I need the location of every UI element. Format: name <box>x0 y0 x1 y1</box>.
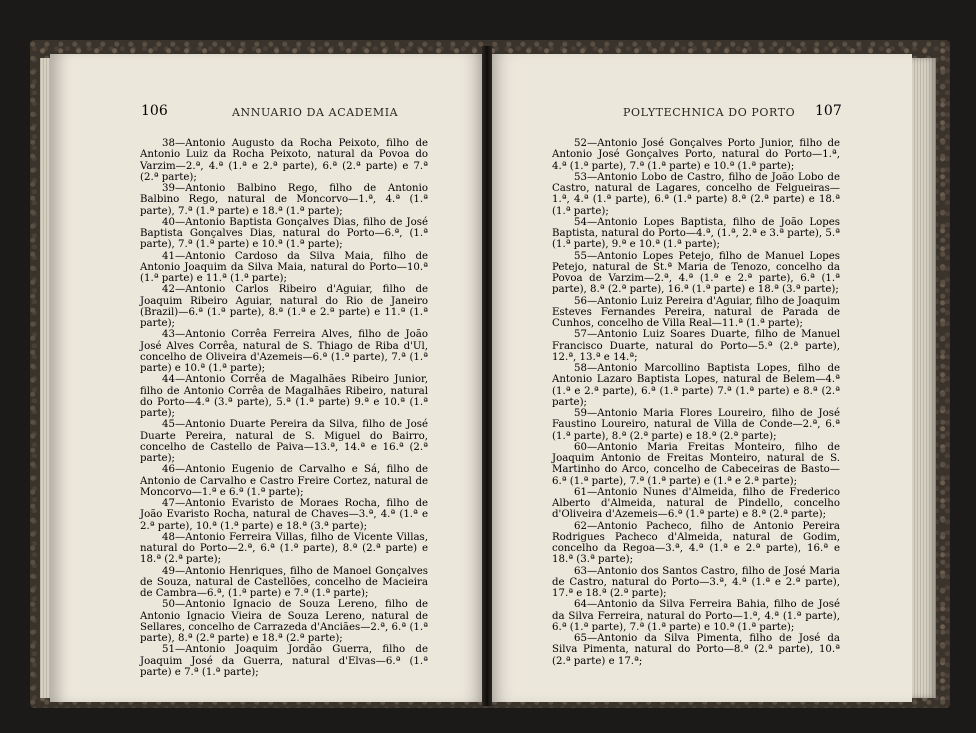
entry-38: 38—Antonio Augusto da Rocha Peixoto, filho de Antonio Luiz da Rocha Peixoto, natural da Povoa do Varzim—2.ª, 4.ª (1.ª e 2.ª parte), 6.ª (2.ª parte) e 7.ª (2.ª parte); <box>140 138 428 183</box>
entry-61: 61—Antonio Nunes d'Almeida, filho de Frederico Alberto d'Almeida, natural de Pindello, concelho d'Oliveira d'Azemeis—6.ª (1.ª parte) e 8.ª (2.ª parte); <box>552 486 840 521</box>
right-running-head: POLYTECHNICA DO PORTO <box>623 106 796 119</box>
entry-41: 41—Antonio Cardoso da Silva Maia, filho de Antonio Joaquim da Silva Maia, natural do Porto—10.ª (1.ª parte) e 11.ª (1.ª parte); <box>140 250 428 284</box>
entry-65: 65—Antonio da Silva Pimenta, filho de José da Silva Pimenta, natural do Porto—8.ª (2.ª parte), 10.ª (2.ª parte) e 17.ª; <box>552 633 840 667</box>
entry-43: 43—Antonio Corrêa Ferreira Alves, filho de João José Alves Corrêa, natural de S. Thiago de Riba d'Ul, concelho de Oliveira d'Azemeis—6.ª (1.ª parte), 7.ª (1.ª parte) e 10.ª (1.ª parte); <box>140 329 428 374</box>
entry-49: 49—Antonio Henriques, filho de Manoel Gonçalves de Souza, natural de Castellões, concelho de Macieira de Cambra—6.ª, (1.ª parte) e 7.ª (1.ª parte); <box>140 565 428 599</box>
entry-44: 44—Antonio Corrêa de Magalhães Ribeiro Junior, filho de Antonio Corrêa de Magalhães Ribeiro, natural do Porto—4.ª (3.ª parte), 5.ª (1.ª parte) 9.ª e 10.ª (1.ª parte); <box>140 374 428 419</box>
left-page-number: 106 <box>141 103 168 119</box>
entry-53: 53—Antonio Lobo de Castro, filho de João Lobo de Castro, natural de Lagares, concelho de Felgueiras—1.ª, 4.ª (1.ª parte), 6.ª (1.ª parte) 8.ª (2.ª parte) e 18.ª (1.ª parte); <box>552 171 840 217</box>
entry-57: 57—Antonio Luiz Soares Duarte, filho de Manuel Francisco Duarte, natural do Porto—5.ª (2.ª parte), 12.ª, 13.ª e 14.ª; <box>552 329 840 363</box>
entry-56: 56—Antonio Luiz Pereira d'Aguiar, filho de Joaquim Esteves Fernandes Pereira, natural de Parada de Cunhos, concelho de Villa Real—11.ª (1.ª parte); <box>552 295 840 329</box>
entry-39: 39—Antonio Balbino Rego, filho de Antonio Balbino Rego, natural de Moncorvo—1.ª, 4.ª (1.ª parte), 7.ª (1.ª parte) e 18.ª (1.ª parte); <box>140 183 428 217</box>
entry-51: 51—Antonio Joaquim Jordão Guerra, filho de Joaquim José da Guerra, natural d'Elvas—6.ª (1.ª parte) e 7.ª (1.ª parte); <box>140 644 428 678</box>
entry-47: 47—Antonio Evaristo de Moraes Rocha, filho de João Evaristo Rocha, natural de Chaves—3.ª, 4.ª (1.ª e 2.ª parte), 10.ª (1.ª parte) e 18.ª (3.ª parte); <box>140 498 428 532</box>
entry-55: 55—Antonio Lopes Petejo, filho de Manuel Lopes Petejo, natural de St.ª Maria de Tenozo, concelho da Povoa de Varzim—2.ª, 4.ª (1.ª e 2.ª parte), 6.ª (1.ª parte), 8.ª (2.ª parte), 16.ª (1.ª parte) e 18.ª (3.ª parte); <box>552 250 840 296</box>
entry-64: 64—Antonio da Silva Ferreira Bahia, filho de José da Silva Ferreira, natural do Porto—1.ª, 4.ª (1.ª parte), 6.ª (1.ª parte), 7.ª (1.ª parte) e 10.ª (1.ª parte); <box>552 599 840 633</box>
entry-62: 62—Antonio Pacheco, filho de Antonio Pereira Rodrigues Pacheco d'Almeida, natural de Godim, concelho da Regoa—3.ª, 4.ª (1.ª e 2.ª parte), 16.ª e 18.ª (3.ª parte); <box>552 520 840 566</box>
entry-42: 42—Antonio Carlos Ribeiro d'Aguiar, filho de Joaquim Ribeiro Aguiar, natural do Rio de Janeiro (Brazil)—6.ª (1.ª parte), 8.ª (1.ª e 2.ª parte) e 11.ª (1.ª parte); <box>140 284 428 329</box>
entry-60: 60—Antonio Maria Freitas Monteiro, filho de Joaquim Antonio de Freitas Monteiro, natural de S. Martinho do Arco, concelho de Cabeceiras de Basto—6.ª (1.ª parte), 7.ª (1.ª parte) e (1.ª e 2.ª parte); <box>552 441 840 487</box>
entry-48: 48—Antonio Ferreira Villas, filho de Vicente Villas, natural do Porto—2.ª, 6.ª (1.ª parte), 8.ª (2.ª parte) e 18.ª (2.ª parte); <box>140 531 428 566</box>
entry-46: 46—Antonio Eugenio de Carvalho e Sá, filho de Antonio de Carvalho e Castro Freire Cortez, natural de Moncorvo—1.ª e 6.ª (1.ª parte); <box>140 464 428 498</box>
entry-50: 50—Antonio Ignacio de Souza Lereno, filho de Antonio Ignacio Vieira de Souza Lereno, natural de Sellares, concelho de Carrazeda d'Anciães—2.ª, 6.ª (1.ª parte), 8.ª (2.ª parte) e 18.ª (2.ª parte); <box>140 599 428 644</box>
entry-58: 58—Antonio Marcollino Baptista Lopes, filho de Antonio Lazaro Baptista Lopes, natural de Belem—4.ª (1.ª e 2.ª parte), 6.ª (1.ª parte) 7.ª (1.ª parte) e 8.ª (2.ª parte); <box>552 363 840 408</box>
right-page-number: 107 <box>815 103 842 119</box>
left-page-body <box>140 138 428 678</box>
entry-45: 45—Antonio Duarte Pereira da Silva, filho de José Duarte Pereira, natural de S. Miguel do Bairro, concelho de Castello de Paiva—13.ª, 14.ª e 16.ª (2.ª parte); <box>140 419 428 464</box>
left-running-head: ANNUARIO DA ACADEMIA <box>232 106 399 119</box>
entry-40: 40—Antonio Baptista Gonçalves Dias, filho de José Baptista Gonçalves Dias, natural do Porto—6.ª, (1.ª parte), 7.ª (1.ª parte) e 10.ª (1.ª parte); <box>140 216 428 251</box>
entry-63: 63—Antonio dos Santos Castro, filho de José Maria de Castro, natural do Porto—3.ª, 4.ª (1.ª e 2.ª parte), 17.ª e 18.ª (2.ª parte); <box>552 565 840 599</box>
book-spine <box>482 46 492 706</box>
right-page-body <box>552 138 840 667</box>
entry-52: 52—Antonio José Gonçalves Porto Junior, filho de Antonio José Gonçalves Porto, natural do Porto—1.ª, 4.ª (1.ª parte), 7.ª (1.ª parte) e 10.ª (1.ª parte); <box>552 138 840 172</box>
entry-59: 59—Antonio Maria Flores Loureiro, filho de José Faustino Loureiro, natural de Villa de Conde—2.ª, 6.ª (1.ª parte), 8.ª (2.ª parte) e 18.ª (2.ª parte); <box>552 408 840 442</box>
entry-54: 54—Antonio Lopes Baptista, filho de João Lopes Baptista, natural do Porto—4.ª, (1.ª, 2.ª e 3.ª parte), 5.ª (1.ª parte), 9.ª e 10.ª (1.ª parte); <box>552 216 840 251</box>
